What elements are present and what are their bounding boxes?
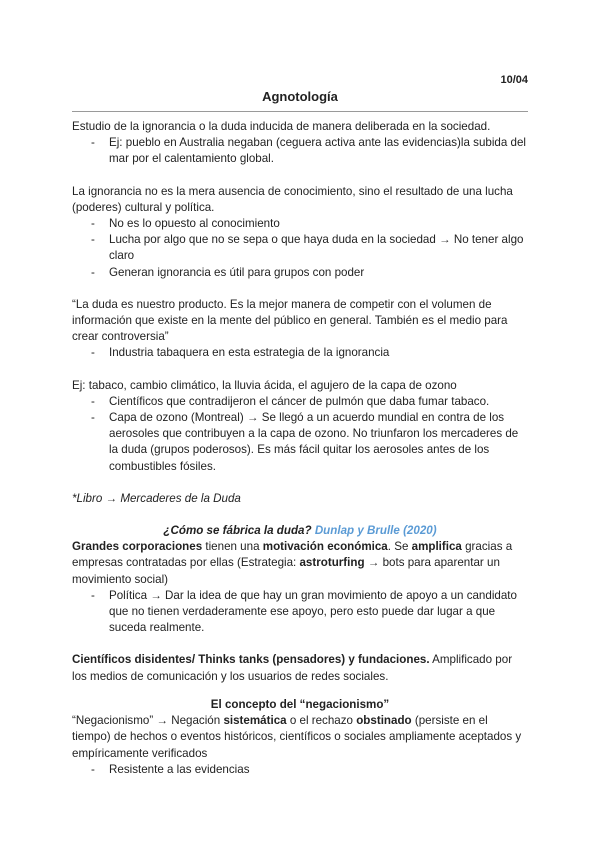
ignorance-paragraph: La ignorancia no es la mera ausencia de conocimiento, sino el resultado de una lucha (poderes) cultural y política. bbox=[72, 184, 513, 214]
text-run: tienen una bbox=[202, 540, 263, 554]
bold-text: sistemática bbox=[223, 714, 287, 728]
text-run: gracias a empresas contratadas por ellas (Estrategia: bbox=[72, 540, 513, 570]
bold-text: Científicos disidentes/ Thinks tanks (pensadores) y fundaciones. bbox=[72, 653, 430, 667]
bold-text: Grandes corporaciones bbox=[72, 540, 203, 554]
how-heading-text: ¿Cómo se fábrica la duda? bbox=[163, 524, 312, 538]
list-item: - Generan ignorancia es útil para grupos con poder bbox=[72, 265, 528, 281]
bold-text: obstinado bbox=[356, 714, 412, 728]
quote-paragraph: “La duda es nuestro producto. Es la mejor manera de competir con el volumen de información que existe en la mente del público en general. También es el medio para crear controversia” bbox=[72, 297, 508, 344]
document-page bbox=[72, 72, 528, 778]
page-date: 10/04 bbox=[500, 74, 528, 86]
denial-paragraph bbox=[72, 713, 528, 762]
book-note: *Libro → Mercaderes de la Duda bbox=[72, 491, 241, 505]
title-divider bbox=[72, 111, 528, 112]
quote-list bbox=[72, 345, 528, 361]
list-item: - Política → Dar la idea de que hay un gran movimiento de apoyo a un candidato que no tienen verdaderamente ese apoyo, pero esto puede dar lugar a que suceda realmente. bbox=[72, 588, 528, 637]
denial-heading: El concepto del “negacionismo” bbox=[210, 697, 390, 711]
text-run: (persiste en el tiempo) de hechos o eventos históricos, científicos o sociales ampliamente aceptados y empíricamente verificados bbox=[72, 714, 522, 760]
list-item: - Ej: pueblo en Australia negaban (ceguera activa ante las evidencias)la subida del mar por el calentamiento global. bbox=[72, 135, 528, 167]
page-title: Agnotología bbox=[262, 89, 338, 104]
definition-paragraph: Estudio de la ignorancia o la duda inducida de manera deliberada en la sociedad. bbox=[72, 120, 491, 133]
text-run: → bots para aparentar un movimiento social) bbox=[72, 556, 500, 586]
bold-text: astroturfing bbox=[299, 556, 365, 570]
list-item: - Industria tabaquera en esta estrategia de la ignorancia bbox=[72, 345, 528, 361]
text-run: Amplificado por los medios de comunicación y los usuarios de redes sociales. bbox=[72, 653, 513, 683]
examples-list bbox=[72, 394, 528, 475]
list-item: - Lucha por algo que no se sepa o que haya duda en la sociedad → No tener algo claro bbox=[72, 232, 528, 264]
text-run: o el rechazo bbox=[286, 714, 357, 728]
text-run: “Negacionismo” → Negación bbox=[72, 714, 224, 728]
list-item: - Resistente a las evidencias bbox=[72, 762, 528, 778]
scientists-paragraph bbox=[72, 652, 528, 684]
intro-list bbox=[72, 135, 528, 167]
examples-paragraph: Ej: tabaco, cambio climático, la lluvia ácida, el agujero de la capa de ozono bbox=[72, 378, 457, 392]
corporations-paragraph bbox=[72, 539, 528, 588]
list-item: - No es lo opuesto al conocimiento bbox=[72, 216, 528, 232]
politics-list bbox=[72, 588, 528, 637]
list-item: - Capa de ozono (Montreal) → Se llegó a un acuerdo mundial en contra de los aerosoles que contribuyen a la capa de ozono. No triunfaron los mercaderes de la duda (grupos poderosos). Es más fácil quitar los aerosoles antes de los combustibles fósiles. bbox=[72, 410, 528, 475]
list-item: - Científicos que contradijeron el cáncer de pulmón que daba fumar tabaco. bbox=[72, 394, 528, 410]
bold-text: motivación económica bbox=[262, 540, 388, 554]
denial-list bbox=[72, 762, 528, 778]
how-heading bbox=[72, 523, 528, 539]
ignorance-list bbox=[72, 216, 528, 281]
reference-link[interactable]: Dunlap y Brulle (2020) bbox=[314, 524, 437, 538]
text-run: . Se bbox=[387, 540, 412, 554]
bold-text: amplifica bbox=[411, 540, 462, 554]
